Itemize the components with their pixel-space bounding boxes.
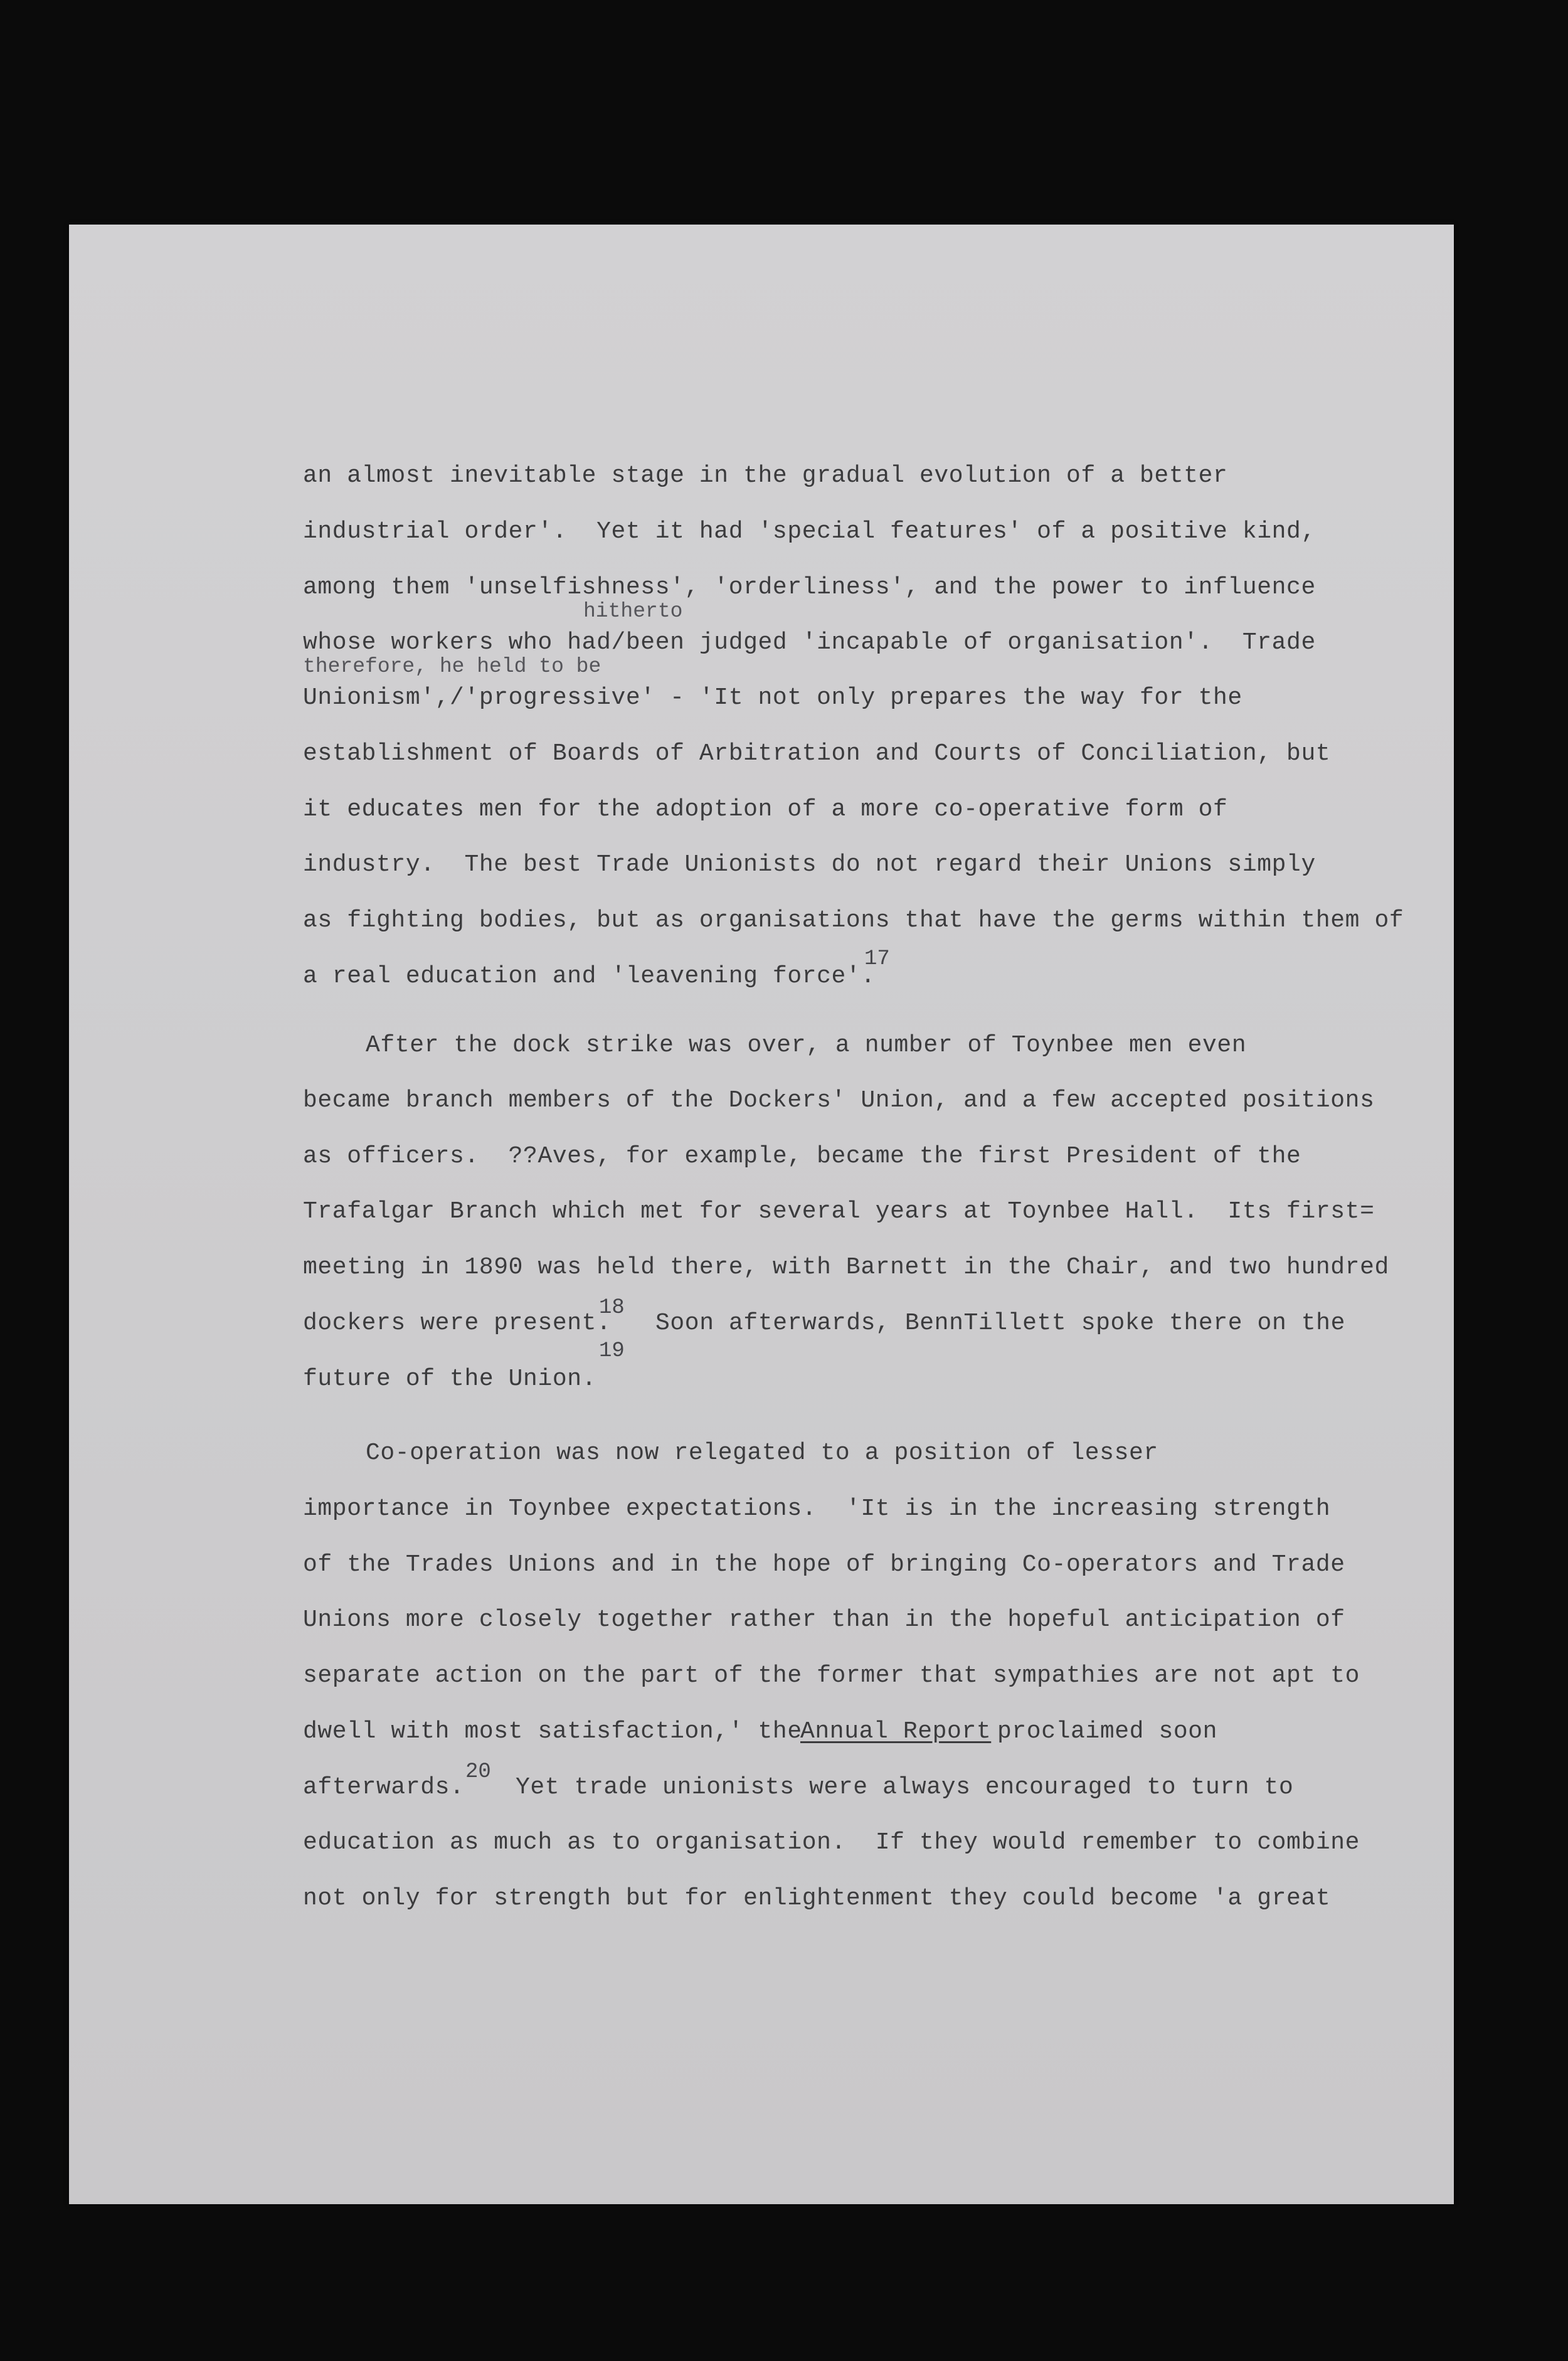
text-line: After the dock strike was over, a number of Toynbee men even bbox=[366, 1032, 1247, 1059]
underlined-title: Annual Report bbox=[800, 1718, 992, 1745]
text-line: a real education and 'leavening force'. bbox=[303, 963, 876, 990]
text-line: it educates men for the adoption of a more co-operative form of bbox=[303, 796, 1228, 823]
text-line: Co-operation was now relegated to a position of lesser bbox=[366, 1440, 1158, 1467]
text-line: as officers. ??Aves, for example, became the first President of the bbox=[303, 1143, 1301, 1170]
text-line: importance in Toynbee expectations. 'It is in the increasing strength bbox=[303, 1495, 1331, 1522]
text-line: afterwards. bbox=[303, 1774, 465, 1801]
text-line: Trafalgar Branch which met for several years at Toynbee Hall. Its first= bbox=[303, 1198, 1375, 1225]
text-line: industry. The best Trade Unionists do not regard their Unions simply bbox=[303, 851, 1316, 878]
text-line: of the Trades Unions and in the hope of bringing Co-operators and Trade bbox=[303, 1551, 1345, 1578]
footnote-marker: 19 bbox=[599, 1339, 625, 1363]
interlinear-insertion: hitherto bbox=[583, 600, 683, 623]
text-line: Soon afterwards, BennTillett spoke there on the bbox=[655, 1310, 1345, 1337]
text-line: establishment of Boards of Arbitration and Courts of Conciliation, but bbox=[303, 740, 1331, 767]
text-line: became branch members of the Dockers' Union, and a few accepted positions bbox=[303, 1087, 1375, 1114]
text-line: among them 'unselfishness', 'orderliness', and the power to influence bbox=[303, 574, 1316, 601]
text-line: separate action on the part of the former that sympathies are not apt to bbox=[303, 1662, 1360, 1689]
footnote-marker: 17 bbox=[864, 947, 890, 971]
text-line: industrial order'. Yet it had 'special features' of a positive kind, bbox=[303, 518, 1316, 545]
text-line: Unions more closely together rather than in the hopeful anticipation of bbox=[303, 1606, 1345, 1633]
text-line: not only for strength but for enlightenment they could become 'a great bbox=[303, 1885, 1331, 1912]
text-line: Yet trade unionists were always encouraged to turn to bbox=[516, 1774, 1294, 1801]
text-line: proclaimed soon bbox=[997, 1718, 1218, 1745]
text-line: education as much as to organisation. If they would remember to combine bbox=[303, 1829, 1360, 1856]
text-line: dwell with most satisfaction,' the bbox=[303, 1718, 802, 1745]
text-line: Unionism',/'progressive' - 'It not only prepares the way for the bbox=[303, 684, 1242, 711]
text-line: meeting in 1890 was held there, with Barnett in the Chair, and two hundred bbox=[303, 1254, 1389, 1281]
interlinear-insertion: therefore, he held to be bbox=[303, 655, 601, 678]
text-line: whose workers who had/been judged 'incapable of organisation'. Trade bbox=[303, 629, 1316, 656]
footnote-marker: 20 bbox=[465, 1760, 491, 1784]
footnote-marker: 18 bbox=[599, 1296, 625, 1320]
text-line: future of the Union. bbox=[303, 1366, 597, 1393]
text-line: an almost inevitable stage in the gradual evolution of a better bbox=[303, 462, 1228, 489]
text-line: dockers were present. bbox=[303, 1310, 612, 1337]
text-line: as fighting bodies, but as organisations that have the germs within them of bbox=[303, 907, 1404, 934]
